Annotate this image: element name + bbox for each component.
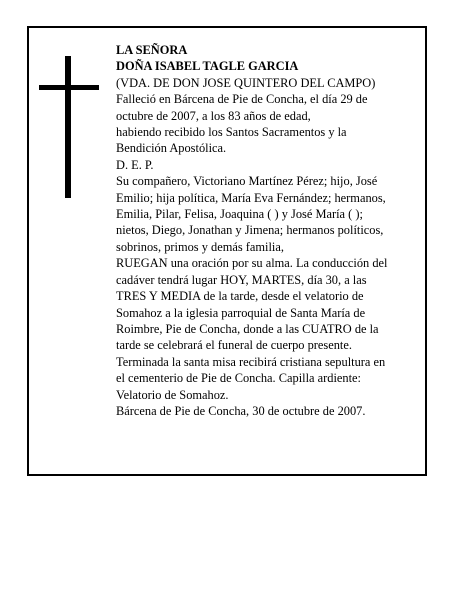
notice-line: TRES Y MEDIA de la tarde, desde el velatorio de — [116, 289, 364, 304]
notice-line: Bárcena de Pie de Concha, 30 de octubre de 2007. — [116, 403, 366, 418]
notice-line: Emilio; hija política, María Eva Fernández; hermanos, — [116, 190, 386, 205]
notice-line: RUEGAN una oración por su alma. La conducción del — [116, 256, 388, 271]
cross-horizontal-bar — [39, 85, 99, 90]
cross-vertical-bar — [65, 56, 71, 198]
notice-line: tarde se celebrará el funeral de cuerpo presente. — [116, 338, 352, 353]
notice-line: (VDA. DE DON JOSE QUINTERO DEL CAMPO) — [116, 75, 376, 90]
notice-line: Falleció en Bárcena de Pie de Concha, el día 29 de — [116, 92, 368, 107]
notice-line: Roimbre, Pie de Concha, donde a las CUATRO de la — [116, 321, 379, 336]
notice-line: Emilia, Pilar, Felisa, Joaquina ( ) y José María ( ); — [116, 207, 363, 222]
obituary-text — [116, 42, 416, 419]
notice-line: octubre de 2007, a los 83 años de edad, — [116, 108, 311, 123]
notice-line: Velatorio de Somahoz. — [116, 387, 229, 402]
notice-line: Terminada la santa misa recibirá cristiana sepultura en — [116, 354, 386, 369]
notice-line: D. E. P. — [116, 157, 154, 172]
notice-line: Somahoz a la iglesia parroquial de Santa María de — [116, 305, 366, 320]
notice-line: Bendición Apostólica. — [116, 141, 227, 156]
notice-line: sobrinos, primos y demás familia, — [116, 239, 284, 254]
notice-line: nietos, Diego, Jonathan y Jimena; hermanos políticos, — [116, 223, 384, 238]
notice-line: cadáver tendrá lugar HOY, MARTES, día 30, a las — [116, 272, 367, 287]
cross-icon — [39, 56, 99, 198]
notice-line: LA SEÑORA — [116, 43, 188, 57]
obituary-notice — [27, 26, 427, 476]
notice-line: habiendo recibido los Santos Sacramentos y la — [116, 125, 347, 140]
notice-line: DOÑA ISABEL TAGLE GARCIA — [116, 59, 299, 74]
notice-line: Su compañero, Victoriano Martínez Pérez; hijo, José — [116, 174, 378, 189]
notice-line: el cementerio de Pie de Concha. Capilla ardiente: — [116, 371, 361, 386]
